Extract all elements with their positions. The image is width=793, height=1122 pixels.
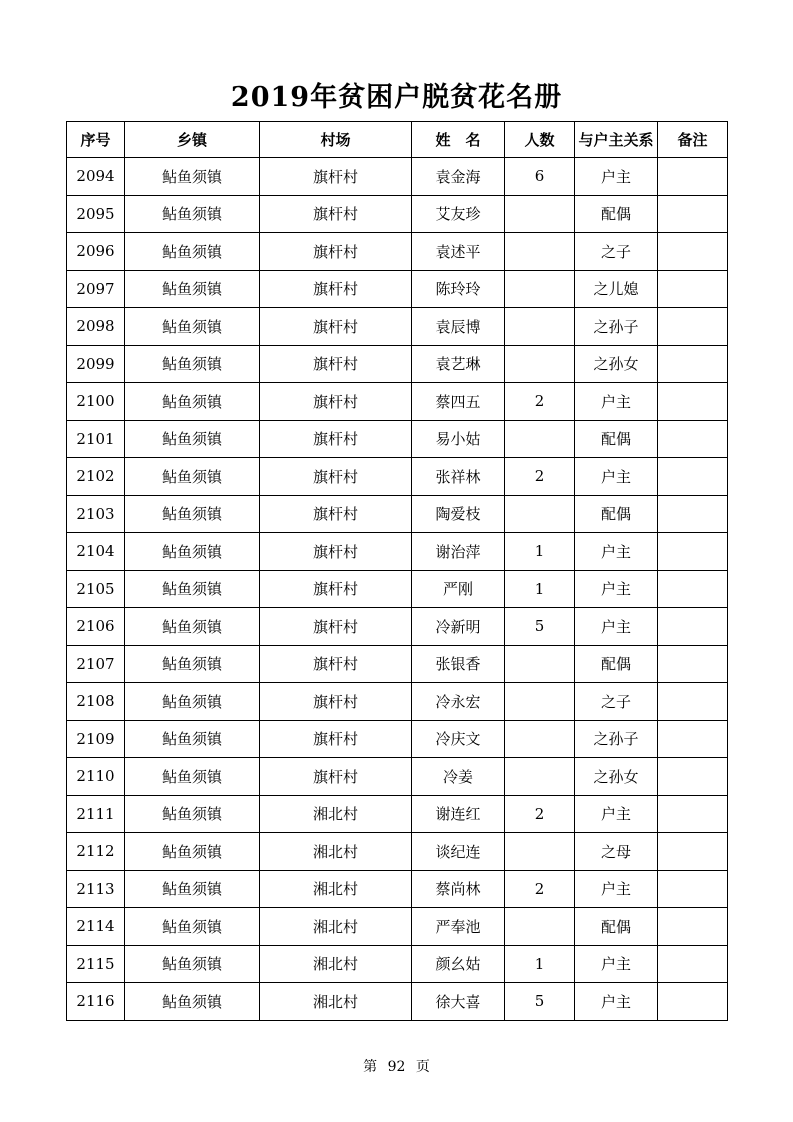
cell-name: 陶爱枝 bbox=[412, 495, 505, 533]
cell-note bbox=[658, 608, 728, 646]
cell-serial: 2106 bbox=[67, 608, 125, 646]
cell-village: 旗杆村 bbox=[260, 233, 412, 271]
cell-serial: 2108 bbox=[67, 683, 125, 721]
cell-name: 蔡四五 bbox=[412, 383, 505, 421]
cell-count bbox=[505, 908, 575, 946]
cell-count bbox=[505, 308, 575, 346]
table-body bbox=[67, 158, 728, 1021]
cell-village: 旗杆村 bbox=[260, 608, 412, 646]
cell-serial: 2101 bbox=[67, 420, 125, 458]
cell-village: 旗杆村 bbox=[260, 383, 412, 421]
cell-relation: 配偶 bbox=[575, 908, 658, 946]
page-number-prefix: 第 bbox=[363, 1059, 378, 1075]
cell-count: 6 bbox=[505, 158, 575, 196]
table-row bbox=[67, 645, 728, 683]
cell-town: 鲇鱼须镇 bbox=[125, 495, 260, 533]
cell-village: 旗杆村 bbox=[260, 683, 412, 721]
table-row bbox=[67, 758, 728, 796]
cell-town: 鲇鱼须镇 bbox=[125, 645, 260, 683]
table-row bbox=[67, 345, 728, 383]
table-row bbox=[67, 945, 728, 983]
cell-note bbox=[658, 383, 728, 421]
cell-name: 谈纪连 bbox=[412, 833, 505, 871]
cell-serial: 2099 bbox=[67, 345, 125, 383]
cell-relation: 之孙女 bbox=[575, 758, 658, 796]
cell-relation: 之母 bbox=[575, 833, 658, 871]
table-row bbox=[67, 720, 728, 758]
table-row bbox=[67, 308, 728, 346]
cell-name: 袁述平 bbox=[412, 233, 505, 271]
cell-note bbox=[658, 908, 728, 946]
cell-village: 湘北村 bbox=[260, 870, 412, 908]
cell-serial: 2103 bbox=[67, 495, 125, 533]
cell-name: 严奉池 bbox=[412, 908, 505, 946]
cell-serial: 2113 bbox=[67, 870, 125, 908]
table-row bbox=[67, 870, 728, 908]
cell-serial: 2109 bbox=[67, 720, 125, 758]
cell-village: 湘北村 bbox=[260, 908, 412, 946]
cell-village: 旗杆村 bbox=[260, 308, 412, 346]
cell-serial: 2100 bbox=[67, 383, 125, 421]
cell-town: 鲇鱼须镇 bbox=[125, 720, 260, 758]
cell-name: 谢连红 bbox=[412, 795, 505, 833]
cell-serial: 2095 bbox=[67, 195, 125, 233]
table-row bbox=[67, 495, 728, 533]
cell-relation: 配偶 bbox=[575, 420, 658, 458]
cell-serial: 2098 bbox=[67, 308, 125, 346]
cell-town: 鲇鱼须镇 bbox=[125, 383, 260, 421]
cell-note bbox=[658, 495, 728, 533]
column-header-town: 乡镇 bbox=[125, 122, 260, 158]
cell-serial: 2110 bbox=[67, 758, 125, 796]
cell-relation: 之孙子 bbox=[575, 308, 658, 346]
cell-village: 旗杆村 bbox=[260, 158, 412, 196]
cell-count bbox=[505, 270, 575, 308]
cell-count: 2 bbox=[505, 458, 575, 496]
cell-note bbox=[658, 270, 728, 308]
cell-note bbox=[658, 233, 728, 271]
cell-town: 鲇鱼须镇 bbox=[125, 795, 260, 833]
cell-note bbox=[658, 795, 728, 833]
cell-town: 鲇鱼须镇 bbox=[125, 908, 260, 946]
cell-relation: 之儿媳 bbox=[575, 270, 658, 308]
cell-town: 鲇鱼须镇 bbox=[125, 608, 260, 646]
cell-name: 冷姜 bbox=[412, 758, 505, 796]
cell-serial: 2102 bbox=[67, 458, 125, 496]
cell-relation: 户主 bbox=[575, 983, 658, 1021]
cell-note bbox=[658, 645, 728, 683]
cell-serial: 2112 bbox=[67, 833, 125, 871]
cell-count bbox=[505, 833, 575, 871]
cell-village: 旗杆村 bbox=[260, 458, 412, 496]
cell-relation: 之孙子 bbox=[575, 720, 658, 758]
cell-note bbox=[658, 308, 728, 346]
cell-town: 鲇鱼须镇 bbox=[125, 870, 260, 908]
cell-count bbox=[505, 420, 575, 458]
table-row bbox=[67, 270, 728, 308]
cell-town: 鲇鱼须镇 bbox=[125, 983, 260, 1021]
cell-village: 旗杆村 bbox=[260, 420, 412, 458]
cell-town: 鲇鱼须镇 bbox=[125, 308, 260, 346]
cell-name: 徐大喜 bbox=[412, 983, 505, 1021]
cell-village: 旗杆村 bbox=[260, 345, 412, 383]
cell-count bbox=[505, 683, 575, 721]
cell-name: 冷庆文 bbox=[412, 720, 505, 758]
table-row bbox=[67, 420, 728, 458]
cell-count: 1 bbox=[505, 533, 575, 571]
cell-name: 袁金海 bbox=[412, 158, 505, 196]
cell-village: 旗杆村 bbox=[260, 570, 412, 608]
cell-name: 张祥林 bbox=[412, 458, 505, 496]
page-number-suffix: 页 bbox=[415, 1059, 430, 1075]
cell-count: 2 bbox=[505, 795, 575, 833]
column-header-count: 人数 bbox=[505, 122, 575, 158]
table-row bbox=[67, 608, 728, 646]
cell-relation: 户主 bbox=[575, 570, 658, 608]
cell-relation: 配偶 bbox=[575, 495, 658, 533]
cell-village: 旗杆村 bbox=[260, 195, 412, 233]
cell-village: 旗杆村 bbox=[260, 533, 412, 571]
cell-village: 湘北村 bbox=[260, 983, 412, 1021]
table-row bbox=[67, 233, 728, 271]
cell-note bbox=[658, 758, 728, 796]
cell-note bbox=[658, 683, 728, 721]
cell-town: 鲇鱼须镇 bbox=[125, 533, 260, 571]
table-row bbox=[67, 795, 728, 833]
cell-serial: 2114 bbox=[67, 908, 125, 946]
cell-village: 旗杆村 bbox=[260, 645, 412, 683]
column-header-note: 备注 bbox=[658, 122, 728, 158]
cell-relation: 户主 bbox=[575, 383, 658, 421]
column-header-serial: 序号 bbox=[67, 122, 125, 158]
cell-village: 湘北村 bbox=[260, 833, 412, 871]
page-number: 92 bbox=[387, 1059, 406, 1075]
cell-name: 严刚 bbox=[412, 570, 505, 608]
cell-note bbox=[658, 720, 728, 758]
cell-relation: 配偶 bbox=[575, 645, 658, 683]
cell-town: 鲇鱼须镇 bbox=[125, 570, 260, 608]
cell-village: 旗杆村 bbox=[260, 758, 412, 796]
page-title: 2019年贫困户脱贫花名册 bbox=[230, 82, 563, 113]
table-row bbox=[67, 195, 728, 233]
cell-town: 鲇鱼须镇 bbox=[125, 833, 260, 871]
cell-count: 5 bbox=[505, 983, 575, 1021]
cell-name: 谢治萍 bbox=[412, 533, 505, 571]
cell-village: 旗杆村 bbox=[260, 495, 412, 533]
cell-name: 艾友珍 bbox=[412, 195, 505, 233]
cell-village: 湘北村 bbox=[260, 795, 412, 833]
column-header-village: 村场 bbox=[260, 122, 412, 158]
cell-town: 鲇鱼须镇 bbox=[125, 195, 260, 233]
cell-note bbox=[658, 195, 728, 233]
cell-relation: 户主 bbox=[575, 533, 658, 571]
cell-note bbox=[658, 983, 728, 1021]
cell-name: 袁辰博 bbox=[412, 308, 505, 346]
cell-relation: 之孙女 bbox=[575, 345, 658, 383]
cell-count: 1 bbox=[505, 945, 575, 983]
cell-note bbox=[658, 420, 728, 458]
cell-town: 鲇鱼须镇 bbox=[125, 758, 260, 796]
cell-relation: 户主 bbox=[575, 158, 658, 196]
cell-relation: 之子 bbox=[575, 233, 658, 271]
column-header-relation: 与户主关系 bbox=[575, 122, 658, 158]
cell-note bbox=[658, 533, 728, 571]
cell-serial: 2111 bbox=[67, 795, 125, 833]
cell-relation: 户主 bbox=[575, 795, 658, 833]
cell-name: 蔡尚林 bbox=[412, 870, 505, 908]
cell-town: 鲇鱼须镇 bbox=[125, 683, 260, 721]
cell-name: 冷永宏 bbox=[412, 683, 505, 721]
cell-town: 鲇鱼须镇 bbox=[125, 420, 260, 458]
cell-serial: 2105 bbox=[67, 570, 125, 608]
cell-name: 易小姑 bbox=[412, 420, 505, 458]
cell-count: 2 bbox=[505, 870, 575, 908]
cell-relation: 之子 bbox=[575, 683, 658, 721]
cell-serial: 2116 bbox=[67, 983, 125, 1021]
cell-name: 颜幺姑 bbox=[412, 945, 505, 983]
cell-town: 鲇鱼须镇 bbox=[125, 158, 260, 196]
table-row bbox=[67, 383, 728, 421]
page-footer bbox=[0, 1056, 793, 1076]
cell-note bbox=[658, 158, 728, 196]
cell-serial: 2094 bbox=[67, 158, 125, 196]
cell-count bbox=[505, 720, 575, 758]
cell-relation: 户主 bbox=[575, 608, 658, 646]
cell-town: 鲇鱼须镇 bbox=[125, 458, 260, 496]
table-row bbox=[67, 570, 728, 608]
cell-note bbox=[658, 570, 728, 608]
cell-town: 鲇鱼须镇 bbox=[125, 945, 260, 983]
cell-serial: 2115 bbox=[67, 945, 125, 983]
cell-relation: 户主 bbox=[575, 870, 658, 908]
cell-town: 鲇鱼须镇 bbox=[125, 233, 260, 271]
cell-relation: 户主 bbox=[575, 458, 658, 496]
cell-town: 鲇鱼须镇 bbox=[125, 345, 260, 383]
cell-count bbox=[505, 645, 575, 683]
cell-note bbox=[658, 458, 728, 496]
cell-count bbox=[505, 758, 575, 796]
cell-name: 陈玲玲 bbox=[412, 270, 505, 308]
table-row bbox=[67, 533, 728, 571]
cell-relation: 户主 bbox=[575, 945, 658, 983]
cell-village: 湘北村 bbox=[260, 945, 412, 983]
table-row bbox=[67, 908, 728, 946]
cell-village: 旗杆村 bbox=[260, 720, 412, 758]
table-row bbox=[67, 683, 728, 721]
table-row bbox=[67, 983, 728, 1021]
cell-note bbox=[658, 945, 728, 983]
cell-name: 袁艺琳 bbox=[412, 345, 505, 383]
table-row bbox=[67, 158, 728, 196]
cell-count bbox=[505, 345, 575, 383]
table-row bbox=[67, 833, 728, 871]
cell-count: 2 bbox=[505, 383, 575, 421]
cell-note bbox=[658, 833, 728, 871]
cell-note bbox=[658, 345, 728, 383]
cell-relation: 配偶 bbox=[575, 195, 658, 233]
cell-town: 鲇鱼须镇 bbox=[125, 270, 260, 308]
cell-serial: 2104 bbox=[67, 533, 125, 571]
column-header-name: 姓 名 bbox=[412, 122, 505, 158]
cell-name: 张银香 bbox=[412, 645, 505, 683]
cell-note bbox=[658, 870, 728, 908]
cell-count: 5 bbox=[505, 608, 575, 646]
cell-count bbox=[505, 233, 575, 271]
table-header-row bbox=[67, 122, 728, 158]
cell-count: 1 bbox=[505, 570, 575, 608]
cell-name: 冷新明 bbox=[412, 608, 505, 646]
roster-table bbox=[66, 121, 728, 1021]
cell-count bbox=[505, 495, 575, 533]
cell-serial: 2096 bbox=[67, 233, 125, 271]
cell-serial: 2097 bbox=[67, 270, 125, 308]
cell-count bbox=[505, 195, 575, 233]
table-row bbox=[67, 458, 728, 496]
cell-serial: 2107 bbox=[67, 645, 125, 683]
cell-village: 旗杆村 bbox=[260, 270, 412, 308]
